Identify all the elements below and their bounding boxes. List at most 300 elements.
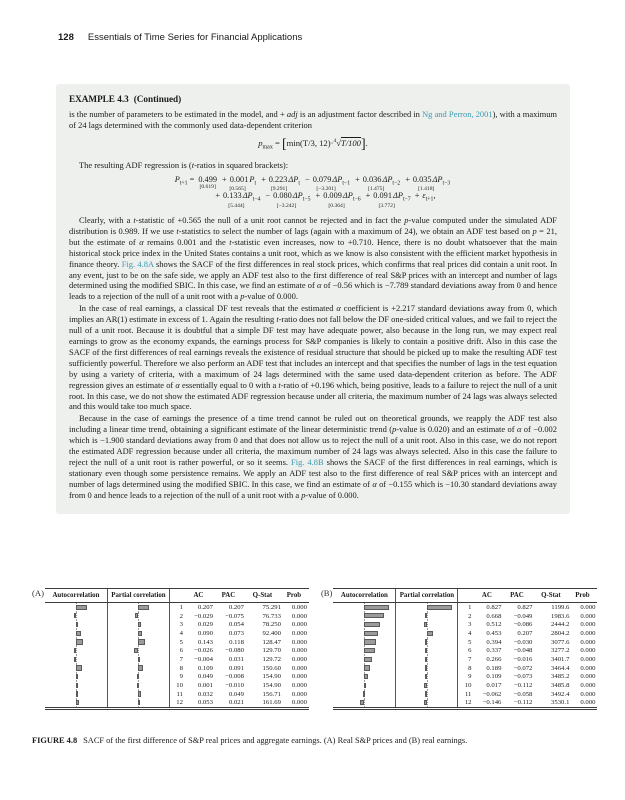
correlation-bar: [364, 631, 378, 636]
cell-value: 0.054: [228, 621, 244, 629]
row-values: [169, 681, 309, 690]
equation-line-1: [197, 175, 451, 193]
example-number: EXAMPLE 4.3: [69, 94, 129, 104]
adf-regression-equation: [69, 175, 557, 209]
correlation-bar: [425, 691, 427, 696]
multiplication-dot: ·: [330, 137, 334, 148]
correlation-bar: [364, 674, 367, 679]
equation-term: − $0.080\Delta P_{t-5}$ [−3.242]: [265, 191, 311, 210]
correlation-bar: [76, 605, 87, 610]
correlation-bar: [138, 665, 143, 670]
table-row: [333, 620, 597, 629]
cell-value: 161.69: [262, 699, 281, 707]
equation-term: 0.499 [0.619]: [198, 174, 217, 190]
panel-label: (A): [32, 588, 44, 598]
cell-value: 128.47: [262, 638, 281, 646]
figure-caption-text: SACF of the first difference of S&P real prices and aggregate earnings. (A) Real S&P prices and (B) real earnings.: [83, 736, 468, 745]
cell-value: 3: [468, 621, 472, 629]
cell-value: 0.000: [580, 682, 596, 690]
partial-correlation-bar-cell: [395, 603, 457, 612]
correlation-bar: [364, 639, 376, 644]
cell-value: 2804.2: [551, 629, 570, 637]
table-header-row: [45, 589, 309, 603]
t-ratio-bracket: [1.418]: [418, 186, 435, 193]
text-run: shows the SACF of the first differences in real stock prices, which confirms that real prices did contain a unit root. In any event, just to be on the safe side, we apply an ADF test also to the first difference of real S&P prices with an intercept and number of lags determined using the modified SBIC. In this case, we find an estimate of: [69, 258, 557, 291]
equation-line-2: [211, 191, 435, 209]
correlation-bar: [74, 657, 76, 662]
root-index: 4: [333, 137, 337, 144]
cell-value: 76.733: [262, 612, 281, 620]
cell-value: 11: [176, 690, 183, 698]
italic-text: p: [392, 424, 397, 435]
cell-value: −0.030: [513, 638, 533, 646]
pmax-subscript: max: [262, 144, 273, 151]
cell-value: −0.073: [513, 673, 533, 681]
correlation-bar: [137, 683, 139, 688]
cell-value: −0.016: [513, 655, 533, 663]
table-row: [333, 681, 597, 690]
correlation-bar: [76, 639, 83, 644]
autocorrelation-bar-cell: [45, 612, 107, 621]
partial-correlation-bar-cell: [395, 646, 457, 655]
cell-value: 3277.2: [551, 647, 570, 655]
row-values: [457, 620, 597, 629]
autocorrelation-bar-cell: [333, 655, 395, 664]
example-title: [69, 94, 557, 104]
equals-sign: =: [187, 174, 195, 184]
text-run: of −0.155 which is −10.30 standard deviations away from 0 and hence leads to a rejection of the null of a unit root with a: [69, 478, 557, 500]
cell-value: 11: [464, 690, 472, 698]
autocorrelation-bar-cell: [333, 664, 395, 673]
cell-value: 0.143: [197, 638, 213, 646]
partial-correlation-bar-cell: [107, 638, 169, 647]
cell-value: 1199.6: [551, 603, 570, 611]
cell-value: 5: [468, 638, 472, 646]
table-row: [333, 690, 597, 699]
text-run: -value computed under the simulated ADF distribution is 0.989. If we use: [69, 215, 557, 236]
cross-reference-link[interactable]: Fig. 4.8A: [121, 258, 154, 269]
running-head-title: Essentials of Time Series for Financial Applications: [87, 32, 303, 43]
equation-term: + $0.036\Delta P_{t-2}$ [1.475]: [355, 174, 401, 193]
italic-text: t: [133, 215, 136, 226]
zero-line: [427, 620, 428, 629]
t-ratio-bracket: [0.619]: [199, 183, 216, 190]
correlation-bar: [424, 683, 427, 688]
text-run: In the case of real earnings, a classical DF test reveals that the estimated: [79, 303, 337, 314]
row-values: [457, 629, 597, 638]
cell-value: 0.394: [486, 638, 502, 646]
figure-caption: [32, 736, 594, 746]
cell-value: −0.072: [513, 664, 533, 672]
partial-correlation-bar-cell: [395, 699, 457, 708]
row-values: [457, 638, 597, 647]
cell-value: 3485.2: [551, 673, 570, 681]
cell-value: 0.031: [228, 655, 244, 663]
equation-lhs: [175, 175, 195, 187]
correlation-bar: [363, 691, 365, 696]
cell-value: −0.026: [194, 647, 213, 655]
text-run: The resulting ADF regression is (: [79, 159, 192, 170]
cell-value: 6: [468, 647, 472, 655]
cell-value: −0.004: [194, 655, 213, 663]
table-row: [333, 629, 597, 638]
autocorrelation-bar-cell: [45, 699, 107, 708]
cell-value: 8: [179, 664, 183, 672]
italic-text: α: [372, 478, 377, 489]
cell-value: 0.207: [517, 629, 533, 637]
table-row: [333, 673, 597, 682]
equation-error-term: + $\varepsilon_{t+1}$,: [414, 191, 436, 204]
text-run: coefficient is +2.217 standard deviations away from 0, which implies an AR(1) estimate in excess of 1. Again the resulting: [69, 303, 557, 325]
autocorrelation-bar-cell: [45, 603, 107, 612]
partial-correlation-bar-cell: [107, 673, 169, 682]
correlation-bar: [364, 683, 366, 688]
row-values: [169, 629, 309, 638]
autocorrelation-bar-cell: [333, 699, 395, 708]
cell-value: −0.048: [513, 647, 533, 655]
autocorrelation-bar-cell: [45, 664, 107, 673]
correlation-bar: [424, 622, 427, 627]
cell-value: 7: [468, 655, 472, 663]
cell-value: 8: [468, 664, 472, 672]
italic-text: t: [191, 159, 195, 170]
cell-value: 0.118: [229, 638, 244, 646]
column-header: Partial correlation: [395, 589, 457, 602]
correlation-bar: [425, 665, 427, 670]
cell-value: 0.000: [580, 638, 596, 646]
cell-value: 0.000: [580, 673, 596, 681]
cell-value: 78.250: [262, 621, 281, 629]
correlation-bar: [76, 665, 82, 670]
italic-text: t: [176, 225, 179, 236]
table-row: [45, 629, 309, 638]
row-values: [169, 699, 309, 708]
cell-value: 0.000: [291, 612, 307, 620]
autocorrelation-bar-cell: [45, 681, 107, 690]
row-values: [457, 690, 597, 699]
correlation-bar: [76, 691, 78, 696]
pmax-formula: [69, 137, 557, 153]
partial-correlation-bar-cell: [395, 655, 457, 664]
cell-value: 7: [179, 655, 183, 663]
row-values: [169, 603, 309, 612]
italic-text: p: [240, 291, 245, 302]
cell-value: 3401.7: [551, 655, 570, 663]
row-values: [457, 699, 597, 708]
cell-value: 2: [179, 612, 183, 620]
correlation-bar: [138, 657, 140, 662]
column-header: Autocorrelation: [340, 592, 388, 599]
cell-value: −0.080: [225, 647, 244, 655]
correlation-bar: [138, 700, 140, 705]
min-expression: min(T/3, 12): [286, 137, 331, 148]
italic-text: p: [404, 215, 409, 226]
cell-value: 0.000: [291, 621, 307, 629]
cell-value: 9: [468, 673, 472, 681]
partial-correlation-bar-cell: [395, 638, 457, 647]
row-values: [169, 620, 309, 629]
cell-value: −0.146: [482, 699, 502, 707]
text-run: remains 0.001 and the: [143, 236, 230, 247]
t-ratio-bracket: [0.364]: [328, 203, 345, 210]
table-row: [333, 638, 597, 647]
column-header: Prob: [286, 592, 302, 599]
correlogram-panel-a: [32, 588, 309, 710]
cell-value: 10: [464, 682, 472, 690]
row-values: [169, 646, 309, 655]
row-values: [457, 603, 597, 612]
partial-correlation-bar-cell: [395, 673, 457, 682]
correlation-bar: [74, 648, 76, 653]
partial-correlation-bar-cell: [395, 664, 457, 673]
correlation-bar: [138, 691, 141, 696]
cell-value: 0.073: [228, 629, 244, 637]
cell-value: 0.109: [197, 664, 213, 672]
correlation-bar: [138, 639, 144, 644]
cross-reference-link[interactable]: Ng and Perron, 2001: [422, 109, 493, 119]
page-number: 128: [58, 32, 74, 43]
text-run: -statistic even increases, now to +0.710. Hence, there is no doubt whatsoever that the main historical stock price index in the United States contains a unit root, which as we know is also consistent with the efficient market hypothesis in finance theory.: [69, 236, 558, 269]
row-values: [169, 638, 309, 647]
cell-value: 129.72: [262, 655, 281, 663]
cell-value: 3492.4: [551, 690, 570, 698]
cell-value: 2444.2: [551, 621, 570, 629]
partial-correlation-bar-cell: [107, 690, 169, 699]
cell-value: 0.091: [228, 664, 244, 672]
cell-value: 2: [468, 612, 472, 620]
partial-correlation-bar-cell: [107, 681, 169, 690]
cell-value: 0.189: [486, 664, 502, 672]
text-run: of −0.002 which is −1.900 standard deviations away from 0 and that does not allow us to reject the null of a unit root. Also in this case, we do not report the estimated ADF regression because under all criteria, the maximum number of 24 lags was always selected. Also in this case the failure to reject the null of a unit root is rather powerful, or so it seems.: [69, 424, 557, 467]
cell-value: 0.090: [197, 629, 213, 637]
autocorrelation-bar-cell: [45, 673, 107, 682]
correlation-bar: [425, 648, 427, 653]
cell-value: 6: [179, 647, 183, 655]
table-row: [333, 699, 597, 708]
row-values: [457, 664, 597, 673]
italic-text: adj: [286, 109, 298, 119]
cell-value: 154.90: [262, 682, 281, 690]
table-row: [45, 603, 309, 612]
cell-value: 1983.6: [551, 612, 570, 620]
italic-text: p: [301, 489, 306, 500]
correlation-bar: [425, 674, 427, 679]
cell-value: −0.049: [513, 612, 533, 620]
text-run: -statistics to select the number of lags (again with a maximum of 24), we obtain an ADF test based on: [178, 225, 533, 236]
autocorrelation-bar-cell: [45, 690, 107, 699]
table-row: [333, 612, 597, 621]
cell-value: 0.053: [197, 699, 213, 707]
zero-line: [427, 699, 428, 708]
t-ratio-bracket: [0.565]: [229, 186, 246, 193]
autocorrelation-bar-cell: [45, 620, 107, 629]
cell-value: −0.008: [225, 673, 244, 681]
correlation-bar: [74, 613, 76, 618]
correlation-bar: [76, 631, 81, 636]
body-paragraph-2: [69, 303, 557, 412]
table-header-row: [333, 589, 597, 603]
zero-line: [364, 699, 365, 708]
cell-value: 0.000: [580, 621, 596, 629]
correlation-bar: [364, 665, 370, 670]
text-run: Clearly, with a: [79, 215, 134, 226]
cell-value: 0.000: [580, 629, 596, 637]
autocorrelation-bar-cell: [45, 629, 107, 638]
row-values: [457, 612, 597, 621]
row-values: [169, 673, 309, 682]
column-header: Partial correlation: [107, 589, 169, 602]
correlogram-table: [45, 588, 309, 710]
partial-correlation-bar-cell: [395, 629, 457, 638]
cell-value: −0.058: [513, 690, 533, 698]
t-ratio-bracket: [−3.201]: [316, 186, 336, 193]
partial-correlation-bar-cell: [107, 655, 169, 664]
correlation-bar: [425, 639, 427, 644]
pmax-variable: p: [258, 137, 263, 148]
zero-line: [138, 646, 139, 655]
cell-value: 0.266: [486, 655, 502, 663]
cell-value: 129.70: [262, 647, 281, 655]
correlation-bar: [364, 613, 384, 618]
table-row: [333, 603, 597, 612]
cell-value: 156.71: [262, 690, 281, 698]
cell-value: −0.112: [513, 682, 533, 690]
t-ratio-bracket: [3.772]: [378, 203, 395, 210]
text-run: -ratios in squared brackets):: [194, 159, 289, 170]
cell-value: 0.017: [486, 682, 502, 690]
cell-value: 0.827: [517, 603, 533, 611]
zero-line: [138, 612, 139, 621]
partial-correlation-bar-cell: [107, 646, 169, 655]
equation-term: + $0.223\Delta P_t$ [9.291]: [261, 174, 300, 193]
correlation-bar: [424, 700, 427, 705]
t-ratio-bracket: [1.475]: [367, 186, 385, 193]
t-ratio-bracket: [9.291]: [270, 186, 288, 193]
equation-term: + $0.035\Delta P_{t-3}$ [1.418]: [405, 174, 451, 193]
correlation-bar: [364, 605, 389, 610]
row-values: [457, 681, 597, 690]
column-header: AC: [481, 592, 492, 599]
partial-correlation-bar-cell: [107, 699, 169, 708]
table-row: [45, 638, 309, 647]
correlation-bar: [76, 674, 79, 679]
autocorrelation-bar-cell: [45, 655, 107, 664]
cell-value: 0.000: [291, 629, 307, 637]
cell-value: 0.000: [580, 603, 596, 611]
equation-term: + $0.009\Delta P_{t-6}$ [0.364]: [315, 191, 361, 210]
partial-correlation-bar-cell: [395, 620, 457, 629]
text-run: -value is 0.020) and an estimate of: [396, 424, 517, 435]
text-run: ), with a maximum of 24 lags determined with the commonly used data-dependent criterion: [69, 109, 557, 130]
cell-value: 0.000: [580, 690, 596, 698]
radicand: T/100: [340, 137, 361, 148]
cell-value: −0.112: [513, 699, 533, 707]
equation-term: − $0.079\Delta P_{t-1}$ [−3.201]: [305, 174, 351, 193]
cross-reference-link[interactable]: Fig. 4.8B: [291, 456, 324, 467]
cell-value: 0.000: [291, 647, 307, 655]
cell-value: 3464.4: [551, 664, 570, 672]
cell-value: 0.827: [486, 603, 502, 611]
table-row: [45, 620, 309, 629]
cell-value: −0.075: [225, 612, 244, 620]
cell-value: −0.010: [225, 682, 244, 690]
zero-line: [427, 673, 428, 682]
cell-value: 0.207: [228, 603, 244, 611]
equation-term: + $0.133\Delta P_{t-4}$ [5.444]: [215, 191, 261, 210]
figure-4-8: [32, 588, 597, 710]
cell-value: 0.000: [291, 690, 307, 698]
correlation-bar: [364, 648, 374, 653]
row-values: [169, 655, 309, 664]
text-run: -statistic of +0.565 the null of a unit root cannot be rejected and in fact the: [135, 215, 405, 226]
cell-value: 12: [176, 699, 183, 707]
equation-term: + $0.091\Delta P_{t-7}$ [3.772]: [365, 191, 411, 210]
partial-correlation-bar-cell: [395, 681, 457, 690]
table-row: [45, 681, 309, 690]
italic-text: t: [276, 314, 279, 325]
cell-value: 0.000: [291, 603, 307, 611]
partial-correlation-bar-cell: [107, 612, 169, 621]
partial-correlation-bar-cell: [395, 690, 457, 699]
table-row: [333, 646, 597, 655]
correlation-bar: [138, 605, 149, 610]
correlation-bar: [427, 605, 452, 610]
row-values: [169, 664, 309, 673]
italic-text: t: [229, 236, 232, 247]
cell-value: 0.207: [197, 603, 213, 611]
radical-sign: √: [336, 137, 341, 148]
text-run: is the number of parameters to be estimated in the model, and +: [69, 109, 287, 119]
cell-value: 0.000: [291, 655, 307, 663]
text-run: of −0.56 which is −7.789 standard deviations away from 0 and hence leads to a rejection of the null of a unit root with a: [69, 280, 557, 302]
cell-value: 0.337: [486, 647, 502, 655]
cell-value: 0.049: [228, 690, 244, 698]
cell-value: 75.291: [262, 603, 281, 611]
cell-value: 0.021: [228, 699, 244, 707]
autocorrelation-bar-cell: [333, 673, 395, 682]
cell-value: 1: [179, 603, 183, 611]
cell-value: −0.086: [513, 621, 533, 629]
text-run: Because in the case of earnings the presence of a time trend cannot be ruled out on theoretical grounds, we reapply the ADF test also including a linear time trend, obtaining a significant estimate of the linear deterministic trend (: [69, 413, 557, 435]
equation-term: + $0.001P_t$ [0.565]: [222, 174, 257, 193]
correlogram-table: [333, 588, 597, 710]
partial-correlation-bar-cell: [107, 603, 169, 612]
correlation-bar: [427, 631, 433, 636]
table-row: [45, 664, 309, 673]
text-run: = 21, but the estimate of: [69, 225, 557, 247]
cell-value: 0.109: [486, 673, 502, 681]
cell-value: 0.000: [291, 664, 307, 672]
t-ratio-bracket: [−3.242]: [276, 203, 297, 210]
correlation-bar: [425, 613, 427, 618]
correlation-bar: [137, 674, 139, 679]
t-ratio-bracket: [5.444]: [228, 203, 245, 210]
text-run: -value of 0.000.: [244, 291, 298, 302]
partial-correlation-bar-cell: [395, 612, 457, 621]
correlation-bar: [76, 700, 79, 705]
column-header: Q-Stat: [252, 592, 273, 599]
cell-value: 12: [464, 699, 472, 707]
text-run: essentially equal to 0 with a: [179, 379, 279, 390]
italic-text: t: [278, 379, 281, 390]
table-row: [45, 699, 309, 708]
open-bracket: [: [281, 136, 287, 152]
cell-value: 92.400: [262, 629, 281, 637]
autocorrelation-bar-cell: [45, 638, 107, 647]
partial-correlation-bar-cell: [107, 664, 169, 673]
cell-value: 0.000: [580, 647, 596, 655]
autocorrelation-bar-cell: [333, 629, 395, 638]
